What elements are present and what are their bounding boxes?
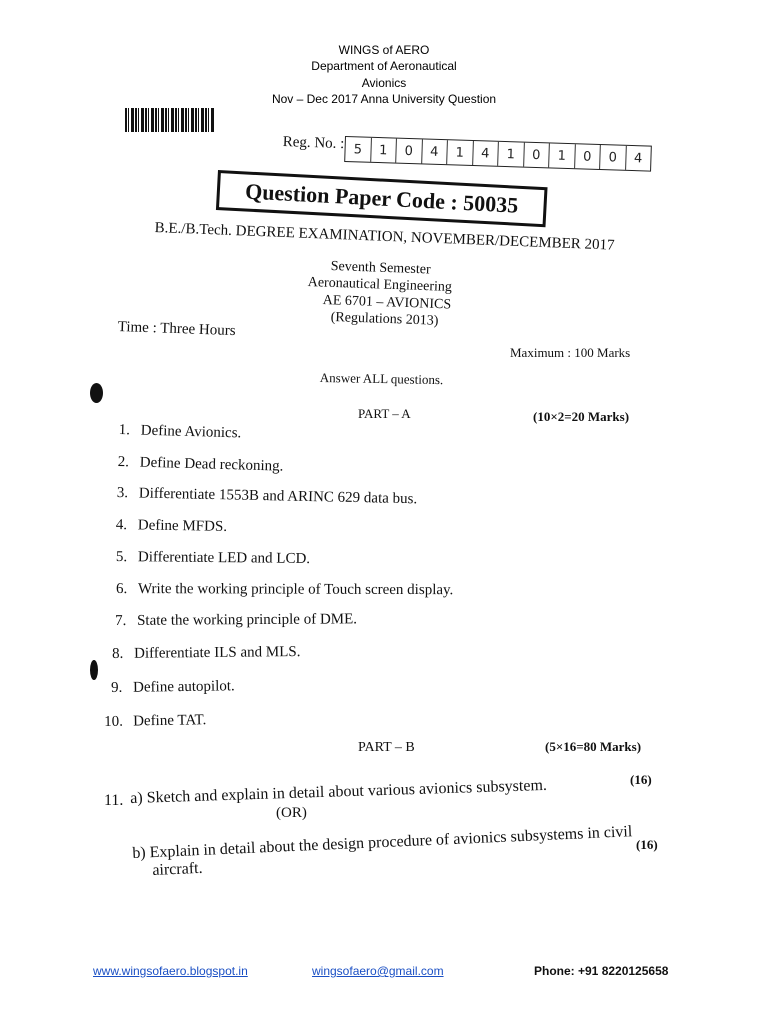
reg-digit: 1 (498, 142, 524, 167)
question-number: 2. (117, 454, 130, 471)
scan-mark (90, 383, 103, 403)
part-b-marks: (5×16=80 Marks) (545, 739, 642, 754)
question-number: 3. (116, 485, 129, 502)
question-item (116, 549, 310, 568)
question-text: Differentiate 1553B and ARINC 629 data bus. (138, 485, 418, 508)
header-session: Nov – Dec 2017 Anna University Question (271, 92, 497, 106)
or-separator: (OR) (276, 805, 307, 821)
question-item (116, 517, 227, 536)
question-text: Define TAT. (132, 712, 207, 730)
exam-max-marks: Maximum : 100 Marks (510, 345, 631, 360)
reg-digit: 0 (524, 143, 550, 168)
barcode (125, 108, 215, 132)
question-item (115, 611, 357, 630)
question-number: 8. (112, 645, 124, 662)
question-number: 7. (115, 612, 127, 629)
question-11b-marks: (16) (636, 837, 658, 852)
question-number: 1. (118, 422, 131, 439)
header-subject: Avionics (361, 76, 407, 90)
part-a-marks: (10×2=20 Marks) (533, 409, 630, 424)
reg-digit: 4 (473, 141, 499, 166)
question-11a-marks: (16) (630, 772, 652, 787)
reg-digit: 4 (633, 150, 643, 166)
reg-digit: 4 (422, 139, 448, 164)
question-11a-text: Sketch and explain in detail about various avionics subsystem. (146, 776, 548, 807)
exam-branch: Aeronautical Engineering (307, 275, 453, 296)
footer-email-link[interactable]: wingsofaero@gmail.com (312, 964, 444, 978)
question-text: Differentiate ILS and MLS. (133, 644, 301, 662)
question-item (111, 678, 235, 697)
question-11a-label: a) (130, 789, 143, 807)
exam-time: Time : Three Hours (117, 319, 236, 340)
question-text: Write the working principle of Touch screen display. (137, 581, 454, 599)
question-11b-text: Explain in detail about the design procedure of avionics subsystems in civil (149, 823, 633, 862)
question-11b-label: b) (132, 844, 147, 862)
header-title: WINGS of AERO (338, 43, 430, 57)
question-item (116, 581, 453, 599)
question-item (118, 454, 284, 476)
scan-mark (90, 660, 98, 680)
reg-digit: 1 (371, 138, 397, 163)
question-item (117, 485, 418, 508)
question-text: Define MFDS. (137, 517, 228, 535)
part-a-title: PART – A (358, 406, 411, 421)
reg-digit: 0 (575, 144, 601, 169)
question-item (104, 712, 207, 731)
question-number: 9. (111, 679, 123, 696)
question-text: Define Avionics. (140, 422, 242, 442)
reg-no-label: Reg. No. : (282, 134, 345, 153)
reg-digit: 5 (345, 137, 371, 162)
reg-digit: 1 (549, 143, 575, 168)
question-text: Differentiate LED and LCD. (137, 549, 311, 568)
reg-no-boxes (344, 136, 652, 172)
question-text: State the working principle of DME. (136, 611, 358, 629)
question-text: Define autopilot. (132, 678, 235, 696)
question-11b (132, 823, 633, 863)
question-number: 5. (115, 549, 128, 566)
reg-digit: 0 (600, 145, 626, 170)
question-item (119, 422, 242, 442)
footer-phone: Phone: +91 8220125658 (534, 964, 669, 978)
reg-digit: 0 (396, 139, 422, 164)
question-11b-continued: aircraft. (152, 859, 203, 879)
question-paper-code: Question Paper Code : 50035 (216, 170, 548, 227)
header-department: Department of Aeronautical (311, 59, 457, 73)
question-item (112, 644, 301, 663)
question-number: 4. (115, 517, 128, 534)
exam-semester: Seventh Semester (330, 259, 431, 278)
exam-subject: AE 6701 – AVIONICS (322, 293, 452, 313)
exam-regulation: (Regulations 2013) (330, 310, 439, 329)
question-11a (130, 777, 547, 808)
question-11-number: 11. (104, 792, 124, 809)
exam-instruction: Answer ALL questions. (319, 370, 444, 388)
exam-title: B.E./B.Tech. DEGREE EXAMINATION, NOVEMBER/DECEMBER 2017 (154, 220, 615, 254)
reg-digit: 1 (447, 140, 473, 165)
question-text: Define Dead reckoning. (139, 454, 284, 475)
question-number: 10. (104, 713, 124, 730)
part-b-title: PART – B (358, 740, 415, 755)
footer-website-link[interactable]: www.wingsofaero.blogspot.in (93, 964, 248, 978)
question-number: 6. (115, 581, 128, 598)
